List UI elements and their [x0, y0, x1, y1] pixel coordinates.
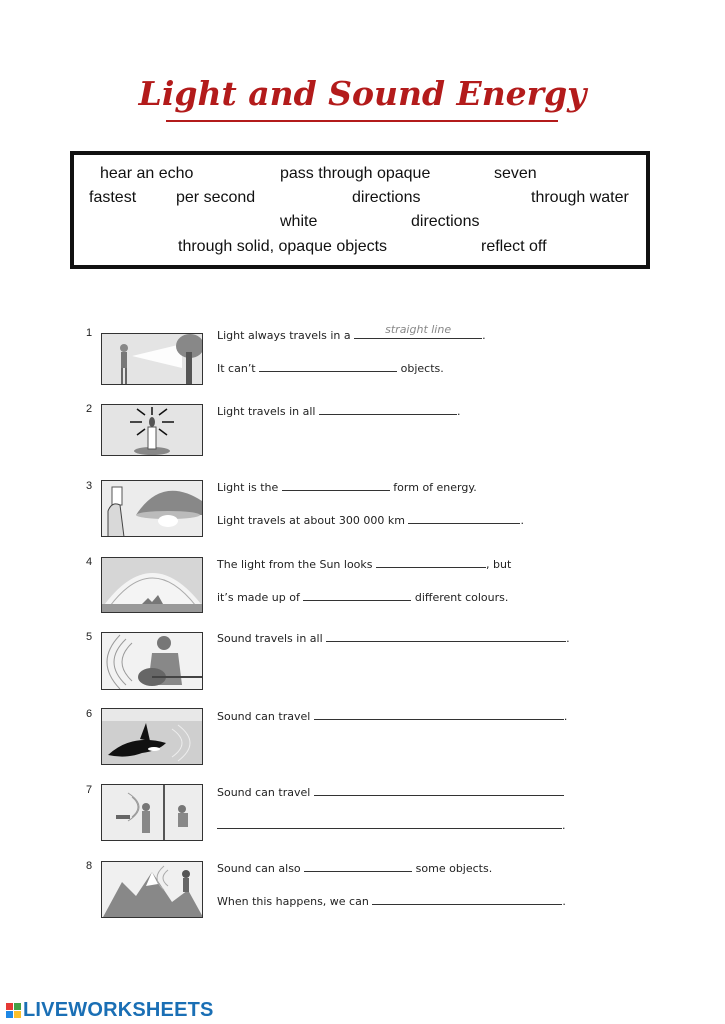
question-number: 7 [86, 784, 93, 796]
title-underline [166, 120, 558, 122]
answer-blank[interactable] [303, 588, 411, 601]
question-number: 5 [86, 631, 93, 643]
word-bank-item: through water [531, 189, 629, 206]
question-1-line-1: Light always travels in a straight line . [217, 323, 486, 342]
torch-tree-picture [101, 333, 203, 385]
question-1-line-2: It can’t objects. [217, 359, 444, 375]
answer-blank[interactable] [326, 629, 566, 642]
page-title: Light and Sound Energy [138, 74, 587, 113]
word-bank-item: seven [494, 165, 537, 182]
word-bank-item: white [280, 213, 318, 230]
rooms-picture [101, 784, 203, 841]
lamp-switch-picture [101, 480, 203, 537]
answer-blank[interactable] [372, 892, 562, 905]
liveworksheets-logo-icon [6, 1003, 21, 1018]
question-4-line-1: The light from the Sun looks , but [217, 555, 511, 571]
answer-blank[interactable] [314, 707, 564, 720]
answer-blank[interactable] [319, 402, 457, 415]
word-bank-item: fastest [89, 189, 137, 206]
question-7-line-1: Sound can travel [217, 783, 564, 799]
answer-blank[interactable] [304, 859, 412, 872]
answer-blank[interactable] [259, 359, 397, 372]
logo-square [6, 1011, 13, 1018]
answer-text: straight line [385, 323, 452, 336]
logo-square [14, 1003, 21, 1010]
word-bank-item: hear an echo [100, 165, 194, 182]
question-2-line-1: Light travels in all . [217, 402, 460, 418]
question-4-line-2: it’s made up of different colours. [217, 588, 508, 604]
sun-sky-picture [101, 557, 203, 613]
answer-blank[interactable] [314, 783, 564, 796]
word-bank-item: reflect off [481, 238, 547, 255]
logo-square [6, 1003, 13, 1010]
brand-name: LIVEWORKSHEETS [23, 998, 214, 1021]
candle-picture [101, 404, 203, 456]
question-7-line-2: . [217, 816, 566, 832]
answer-blank[interactable] [217, 816, 562, 829]
word-bank [70, 151, 650, 269]
word-bank-item: per second [176, 189, 256, 206]
mountain-picture [101, 861, 203, 918]
question-number: 8 [86, 860, 93, 872]
footer-brand[interactable] [6, 996, 214, 1024]
question-number: 6 [86, 708, 93, 720]
answer-blank[interactable] [354, 323, 482, 339]
question-8-line-2: When this happens, we can . [217, 892, 566, 908]
question-6-line-1: Sound can travel . [217, 707, 567, 723]
answer-blank[interactable] [376, 555, 486, 568]
logo-square [14, 1011, 21, 1018]
question-3-line-2: Light travels at about 300 000 km . [217, 511, 524, 527]
word-bank-item: directions [411, 213, 480, 230]
word-bank-item: directions [352, 189, 421, 206]
question-8-line-1: Sound can also some objects. [217, 859, 492, 875]
whale-picture [101, 708, 203, 765]
question-3-line-1: Light is the form of energy. [217, 478, 477, 494]
question-5-line-1: Sound travels in all . [217, 629, 570, 645]
question-number: 4 [86, 556, 93, 568]
word-bank-item: through solid, opaque objects [178, 238, 388, 255]
answer-blank[interactable] [282, 478, 390, 491]
question-number: 2 [86, 403, 93, 415]
word-bank-item: pass through opaque [280, 165, 431, 182]
question-number: 1 [86, 327, 93, 339]
question-number: 3 [86, 480, 93, 492]
answer-blank[interactable] [408, 511, 520, 524]
guitar-player-picture [101, 632, 203, 690]
